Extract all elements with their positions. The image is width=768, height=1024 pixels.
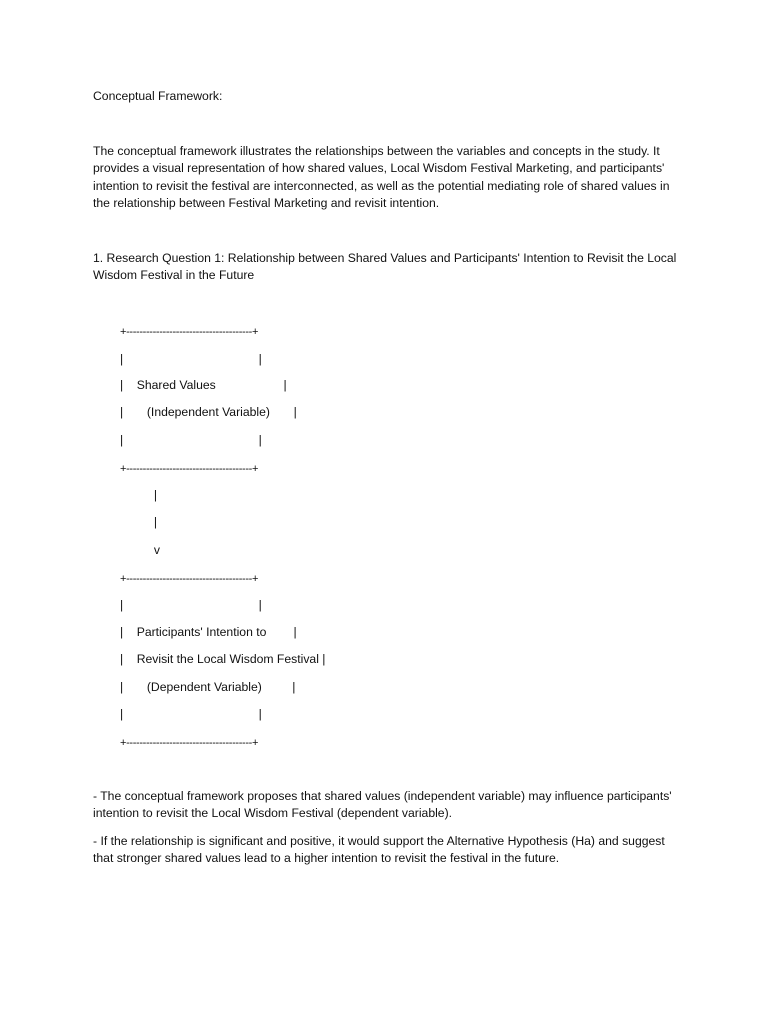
diagram-line: | (Dependent Variable) | — [120, 680, 296, 694]
diagram-line: | | — [120, 352, 262, 366]
diagram-line: +--------------------------------------+ — [120, 573, 259, 585]
intro-paragraph: The conceptual framework illustrates the relationships between the variables and concepts in the study. It provides a visual representation of how shared values, Local Wisdom Festival Marketing, and participants' intention to revisit the festival are interconnected, as well as the potential mediating role of shared values in the relationship between Festival Marketing and revisit intention. — [93, 144, 670, 211]
bullet-paragraph: - The conceptual framework proposes that shared values (independent variable) may influence participants' intention to revisit the Local Wisdom Festival (dependent variable). — [93, 789, 672, 821]
diagram-line: | Shared Values | — [120, 378, 287, 392]
diagram-line: | — [120, 488, 158, 502]
research-question: 1. Research Question 1: Relationship between Shared Values and Participants' Intention to Revisit the Local Wisdom Festival in the Future — [93, 251, 677, 283]
diagram-line: +--------------------------------------+ — [120, 463, 259, 475]
diagram-line: | | — [120, 433, 262, 447]
diagram-line: +--------------------------------------+ — [120, 326, 259, 338]
diagram-line: | — [120, 515, 158, 529]
diagram-line: | Participants' Intention to | — [120, 625, 297, 639]
diagram-line: | | — [120, 598, 262, 612]
diagram-line: | | — [120, 707, 262, 721]
diagram-line: +--------------------------------------+ — [120, 737, 259, 749]
bullet-paragraph: - If the relationship is significant and positive, it would support the Alternative Hypothesis (Ha) and suggest that stronger shared values lead to a higher intention to revisit the festival in the future. — [93, 834, 665, 866]
diagram-line: | (Independent Variable) | — [120, 405, 297, 419]
diagram-line: v — [120, 543, 160, 557]
diagram-line: | Revisit the Local Wisdom Festival | — [120, 652, 326, 666]
section-heading: Conceptual Framework: — [93, 89, 223, 103]
